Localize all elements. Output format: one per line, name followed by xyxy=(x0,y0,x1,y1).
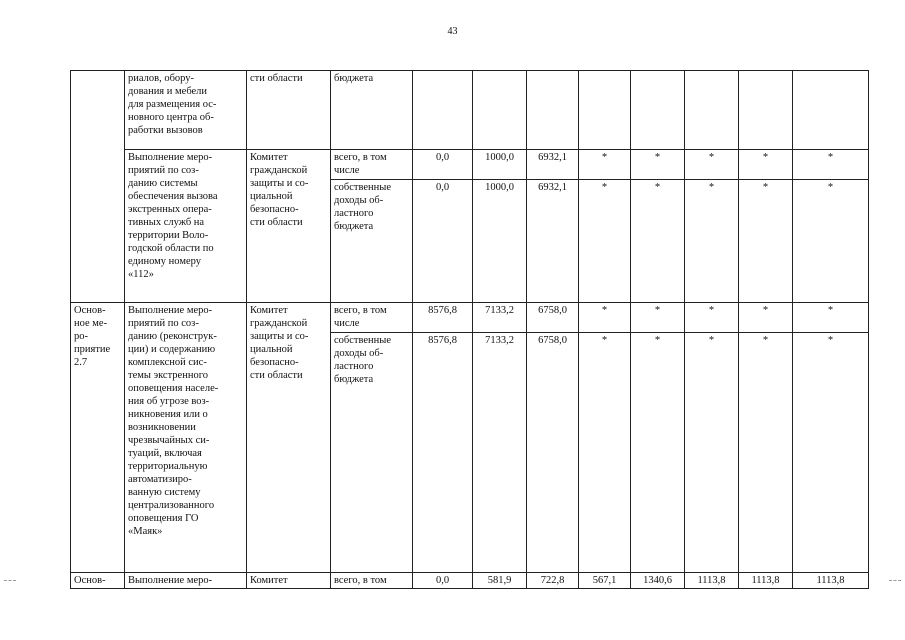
value-cell: 722,8 xyxy=(527,573,579,589)
value-cell: * xyxy=(631,150,685,180)
scan-mark-right xyxy=(889,580,901,581)
executor-cell: Комитет гражданской защиты и со- циальной безопасно- сти области xyxy=(247,150,331,303)
value-cell: 8576,8 xyxy=(413,303,473,333)
table-row xyxy=(71,303,869,333)
scan-mark-left xyxy=(4,580,16,581)
value-cell: 581,9 xyxy=(473,573,527,589)
source-cell: всего, в том числе xyxy=(331,303,413,333)
value-cell: * xyxy=(793,150,869,180)
value-cell: * xyxy=(631,180,685,303)
value-cell: * xyxy=(739,180,793,303)
value-cell: * xyxy=(631,333,685,573)
measure-label-cell: Основ- ное ме- ро- приятие 2.7 xyxy=(71,303,125,573)
value-cell: 1000,0 xyxy=(473,150,527,180)
value-cell: * xyxy=(685,150,739,180)
value-cell: * xyxy=(631,303,685,333)
value-cell: 1340,6 xyxy=(631,573,685,589)
value-cell: 7133,2 xyxy=(473,303,527,333)
executor-cell: Комитет гражданской защиты и со- циальной безопасно- сти области xyxy=(247,303,331,573)
value-cell: 0,0 xyxy=(413,180,473,303)
source-cell: собственные доходы об- ластного бюджета xyxy=(331,180,413,303)
value-cell: * xyxy=(685,303,739,333)
table-row xyxy=(71,71,869,150)
value-cell: 7133,2 xyxy=(473,333,527,573)
value-cell: 6758,0 xyxy=(527,303,579,333)
budget-table xyxy=(70,70,869,589)
value-cell: * xyxy=(793,303,869,333)
value-cell: 567,1 xyxy=(579,573,631,589)
value-cell: 0,0 xyxy=(413,573,473,589)
page-number: 43 xyxy=(447,26,458,37)
value-cell: * xyxy=(579,333,631,573)
value-cell: 1113,8 xyxy=(793,573,869,589)
value-cell: 6758,0 xyxy=(527,333,579,573)
value-cell: * xyxy=(685,333,739,573)
source-cell: всего, в том числе xyxy=(331,150,413,180)
activity-cell: риалов, обору- дования и мебели для размещения ос- новного центра об- работки вызовов xyxy=(125,71,247,150)
value-cell: * xyxy=(793,180,869,303)
activity-cell: Выполнение меро- приятий по соз- данию системы обеспечения вызова экстренных опера- тивных служб на территории Воло- годской области по единому номеру «112» xyxy=(125,150,247,303)
label-cell-empty xyxy=(71,71,125,303)
value-cell: 1000,0 xyxy=(473,180,527,303)
activity-cell: Выполнение меро- xyxy=(125,573,247,589)
value-cell: 6932,1 xyxy=(527,150,579,180)
value-cell: 6932,1 xyxy=(527,180,579,303)
table-row xyxy=(71,573,869,589)
value-cell: 1113,8 xyxy=(685,573,739,589)
value-cell: * xyxy=(739,333,793,573)
value-cell: * xyxy=(793,333,869,573)
measure-label-cell: Основ- xyxy=(71,573,125,589)
value-cell: * xyxy=(739,150,793,180)
value-cell: * xyxy=(579,150,631,180)
value-cell: * xyxy=(685,180,739,303)
value-cell: * xyxy=(579,180,631,303)
source-cell: всего, в том xyxy=(331,573,413,589)
value-cell: 8576,8 xyxy=(413,333,473,573)
table-row xyxy=(71,150,869,180)
source-cell: собственные доходы об- ластного бюджета xyxy=(331,333,413,573)
activity-cell: Выполнение меро- приятий по соз- данию (реконструк- ции) и содержанию комплексной сис- темы экстренного оповещения населе- ния об угрозе воз- никновения или о возникновении чрезвычайных си- туаций, включая территориальную автоматизиро- ванную систему централизованного оповещения ГО «Маяк» xyxy=(125,303,247,573)
value-cell: 0,0 xyxy=(413,150,473,180)
value-cell: 1113,8 xyxy=(739,573,793,589)
source-cell: бюджета xyxy=(331,71,413,150)
value-cell: * xyxy=(579,303,631,333)
executor-cell: сти области xyxy=(247,71,331,150)
executor-cell: Комитет xyxy=(247,573,331,589)
value-cell: * xyxy=(739,303,793,333)
